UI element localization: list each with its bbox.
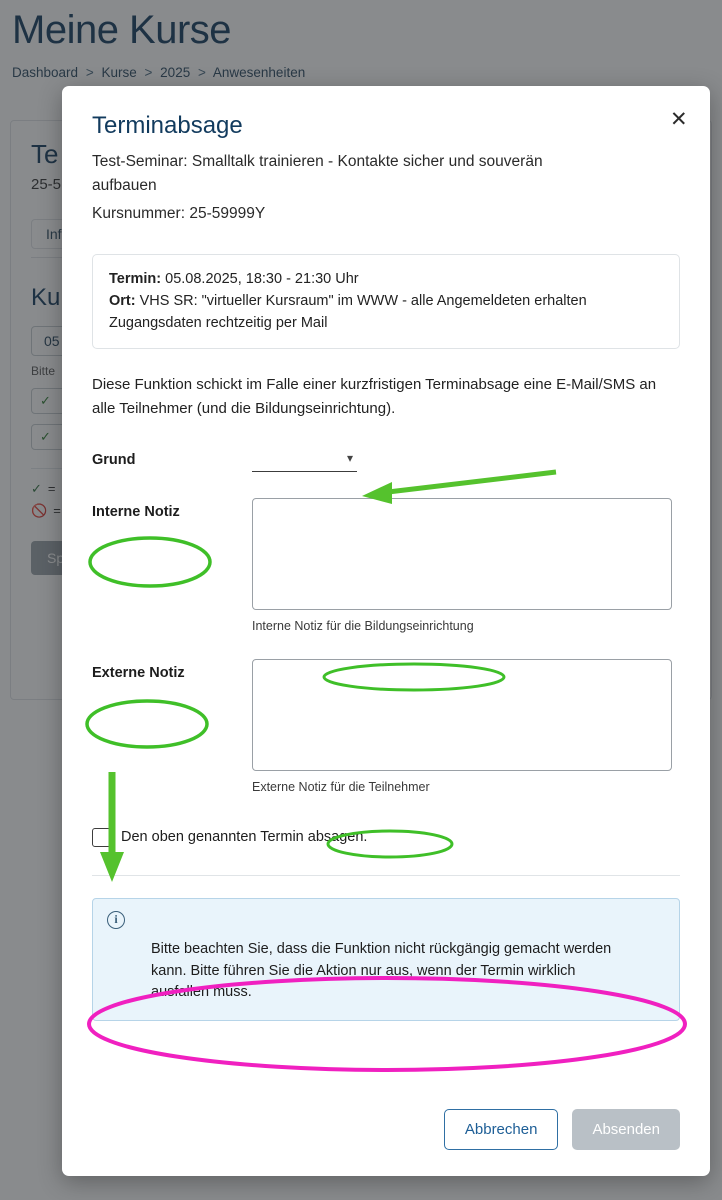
grund-label: Grund <box>92 451 136 468</box>
submit-button: Absenden <box>572 1109 680 1150</box>
appointment-location-row <box>109 291 663 335</box>
dialog-title: Terminabsage <box>92 112 243 139</box>
interne-notiz-wrap <box>252 498 680 633</box>
dialog-course-number: Kursnummer: 25-59999Y <box>92 205 266 223</box>
grund-row <box>92 446 680 472</box>
externe-notiz-help: Externe Notiz für die Teilnehmer <box>252 779 430 794</box>
externe-notiz-wrap <box>252 659 680 794</box>
appointment-date-value: 05.08.2025, 18:30 - 21:30 Uhr <box>161 271 359 288</box>
appointment-info-box <box>92 254 680 349</box>
dialog-subtitle-line1: Test-Seminar: Smalltalk trainieren - Kontakte sicher und souverän <box>92 153 543 170</box>
appointment-date-label: Termin: <box>109 271 162 288</box>
grund-select-wrap <box>252 446 357 472</box>
cancel-appointment-checkbox-row[interactable] <box>92 828 680 847</box>
appointment-location-value: VHS SR: "virtueller Kursraum" im WWW - alle Angemeldeten erhalten Zugangsdaten rechtzeitig per Mail <box>109 292 587 331</box>
warning-alert <box>92 898 680 1021</box>
cancel-appointment-checkbox[interactable] <box>92 828 111 847</box>
dialog-divider <box>92 875 680 876</box>
close-icon[interactable]: ✕ <box>664 106 690 132</box>
terminabsage-dialog <box>62 86 710 1176</box>
info-icon: i <box>107 911 125 929</box>
dialog-subtitle-line2: aufbauen <box>92 177 157 195</box>
interne-notiz-label: Interne Notiz <box>92 503 180 520</box>
chevron-down-icon: ▾ <box>346 450 353 465</box>
interne-notiz-row <box>92 498 680 633</box>
warning-alert-text: Bitte beachten Sie, dass die Funktion nicht rückgängig gemacht werden kann. Bitte führen Sie die Aktion nur aus, wenn der Termin wirklich ausfallen muss. <box>151 940 612 1001</box>
externe-notiz-row <box>92 659 680 794</box>
grund-select[interactable] <box>252 446 357 472</box>
dialog-description: Diese Funktion schickt im Falle einer kurzfristigen Terminabsage eine E-Mail/SMS an alle Teilnehmer (und die Bildungseinrichtung). <box>92 376 657 417</box>
externe-notiz-label: Externe Notiz <box>92 664 185 681</box>
cancel-appointment-label: Den oben genannten Termin absagen. <box>121 829 368 846</box>
interne-notiz-help: Interne Notiz für die Bildungseinrichtung <box>252 618 474 633</box>
appointment-location-label: Ort: <box>109 292 136 309</box>
cancel-button[interactable]: Abbrechen <box>444 1109 559 1150</box>
appointment-date-row <box>109 269 663 291</box>
interne-notiz-input[interactable] <box>252 498 672 610</box>
externe-notiz-input[interactable] <box>252 659 672 771</box>
dialog-actions <box>444 1109 680 1150</box>
